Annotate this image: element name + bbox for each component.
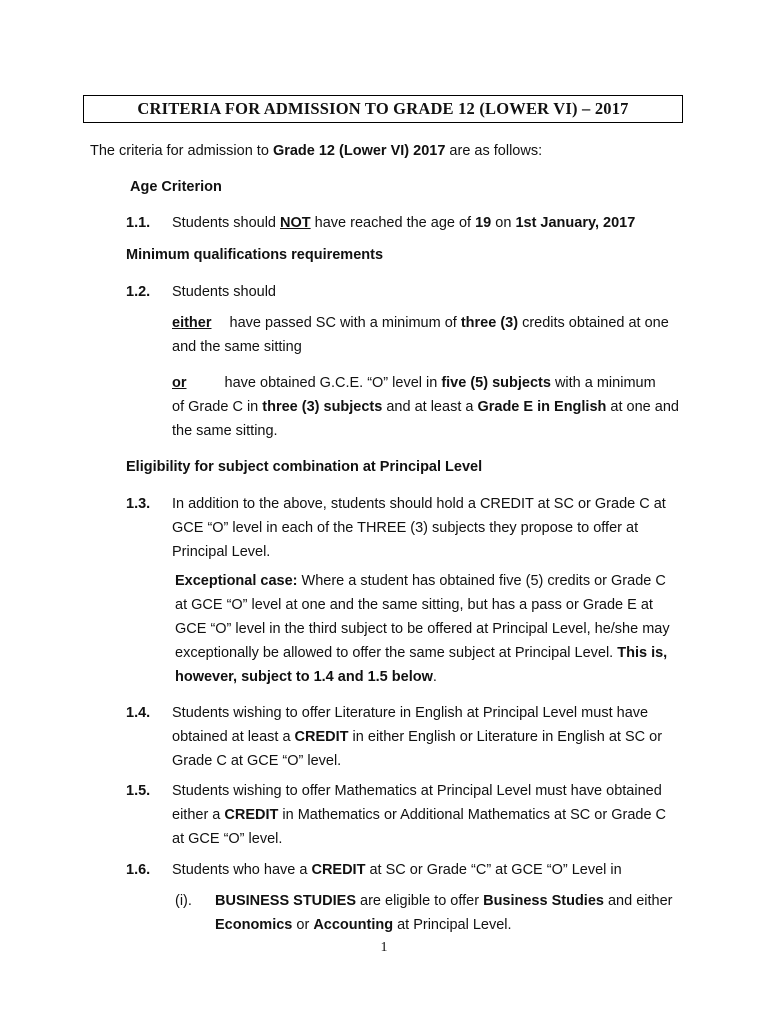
eligibility-heading (126, 457, 482, 477)
section-1-6-number: 1.6. (126, 862, 151, 878)
s15-credit: CREDIT (224, 807, 279, 823)
i-d: and either (603, 893, 673, 909)
subitem-i-number: (i). (175, 893, 192, 909)
section-1-4-line-1: Students wishing to offer Literature in English at Principal Level must have (172, 705, 649, 721)
section-1-5-line-3: at GCE “O” level. (172, 831, 283, 847)
s14-l2a: obtained at least a (172, 729, 295, 745)
exceptional-label: Exceptional case: (175, 573, 298, 589)
accounting: Accounting (313, 917, 394, 933)
or-line-2 (172, 397, 679, 417)
exc-l4a: exceptionally be allowed to offer the same subject at Principal Level. (175, 645, 618, 661)
section-1-3-line-1: In addition to the above, students should hold a CREDIT at SC or Grade C at (172, 496, 666, 512)
section-1-4-line-3: Grade C at GCE “O” level. (172, 753, 342, 769)
minq-heading-text: Minimum qualifications requirements (126, 247, 384, 263)
title-text: CRITERIA FOR ADMISSION TO GRADE 12 (LOWER VI) – 2017 (137, 99, 629, 118)
economics: Economics (215, 917, 293, 933)
section-1-3-line-3: Principal Level. (172, 544, 271, 560)
section-1-1-text (172, 213, 635, 233)
section-1-5-line-2 (172, 805, 666, 825)
section-1-5-line-1: Students wishing to offer Mathematics at Principal Level must have obtained (172, 783, 662, 799)
s11-b: have reached the age of (310, 215, 476, 231)
or2-b: three (3) subjects (262, 399, 383, 415)
exc-l5c: . (432, 669, 437, 685)
i-b: are eligible to offer (356, 893, 484, 909)
exceptional-line-4 (175, 643, 667, 663)
or-a: have obtained G.C.E. “O” level in (220, 375, 442, 391)
exceptional-line-3: GCE “O” level in the third subject to be offered at Principal Level, he/she may (175, 621, 670, 637)
s16-l1c: at SC or Grade “C” at GCE “O” Level in (365, 862, 622, 878)
section-1-2-lead: Students should (172, 284, 276, 300)
or2-d: Grade E in English (477, 399, 607, 415)
elig-heading-text: Eligibility for subject combination at Principal Level (126, 459, 483, 475)
s16-credit: CREDIT (311, 862, 366, 878)
document-title (83, 95, 683, 123)
s11-a: Students should (172, 215, 281, 231)
exceptional-line-2: at GCE “O” level at one and the same sitting, but has a pass or Grade E at (175, 597, 653, 613)
i2-d: at Principal Level. (393, 917, 512, 933)
exceptional-line-1 (175, 571, 666, 591)
section-1-2-number: 1.2. (126, 284, 151, 300)
s11-c: on (491, 215, 516, 231)
exc-l4b: This is, (617, 645, 668, 661)
or-line-1 (172, 373, 656, 393)
age-criterion-heading (130, 177, 222, 197)
date-value: 1st January, 2017 (515, 215, 636, 231)
s14-credit: CREDIT (294, 729, 349, 745)
age-value: 19 (475, 215, 492, 231)
either-a: have passed SC with a minimum of (225, 315, 461, 331)
i2-b: or (292, 917, 314, 933)
subitem-i-line-2 (215, 915, 512, 935)
or-b: five (5) subjects (441, 375, 551, 391)
exc-l5b: however, subject to 1.4 and 1.5 below (175, 669, 433, 685)
exceptional-line-5 (175, 667, 437, 687)
either-c: credits obtained at one (518, 315, 669, 331)
s16-l1a: Students who have a (172, 862, 312, 878)
intro-text-end: are as follows: (445, 143, 543, 159)
or-label: or (172, 375, 187, 391)
minimum-qualifications-heading (126, 245, 383, 265)
age-heading-text: Age Criterion (130, 179, 222, 195)
business-studies-caps: BUSINESS STUDIES (215, 893, 356, 909)
not-emphasis: NOT (280, 215, 311, 231)
intro-line (90, 141, 542, 161)
either-line-2: and the same sitting (172, 339, 302, 355)
exc-l1: Where a student has obtained five (5) credits or Grade C (297, 573, 666, 589)
s14-l2c: in either English or Literature in English at SC or (348, 729, 663, 745)
or2-c: and at least a (382, 399, 478, 415)
s15-l2c: in Mathematics or Additional Mathematics at SC or Grade C (278, 807, 667, 823)
business-studies: Business Studies (483, 893, 604, 909)
either-label: either (172, 315, 212, 331)
or2-a: of Grade C in (172, 399, 263, 415)
intro-text: The criteria for admission to (90, 143, 273, 159)
page-number: 1 (380, 940, 388, 955)
section-1-3-number: 1.3. (126, 496, 151, 512)
s15-l2a: either a (172, 807, 225, 823)
section-1-5-number: 1.5. (126, 783, 151, 799)
either-b: three (3) (460, 315, 519, 331)
intro-grade: Grade 12 (Lower VI) 2017 (272, 143, 446, 159)
or-c: with a minimum (550, 375, 656, 391)
subitem-i-line-1 (215, 891, 673, 911)
either-line-1 (172, 313, 669, 333)
section-1-3-line-2: GCE “O” level in each of the THREE (3) subjects they propose to offer at (172, 520, 639, 536)
or2-e: at one and (606, 399, 679, 415)
or-line-3: the same sitting. (172, 423, 278, 439)
section-1-6-line-1 (172, 860, 622, 880)
section-1-4-line-2 (172, 727, 662, 747)
section-1-4-number: 1.4. (126, 705, 151, 721)
section-1-1-number: 1.1. (126, 215, 151, 231)
